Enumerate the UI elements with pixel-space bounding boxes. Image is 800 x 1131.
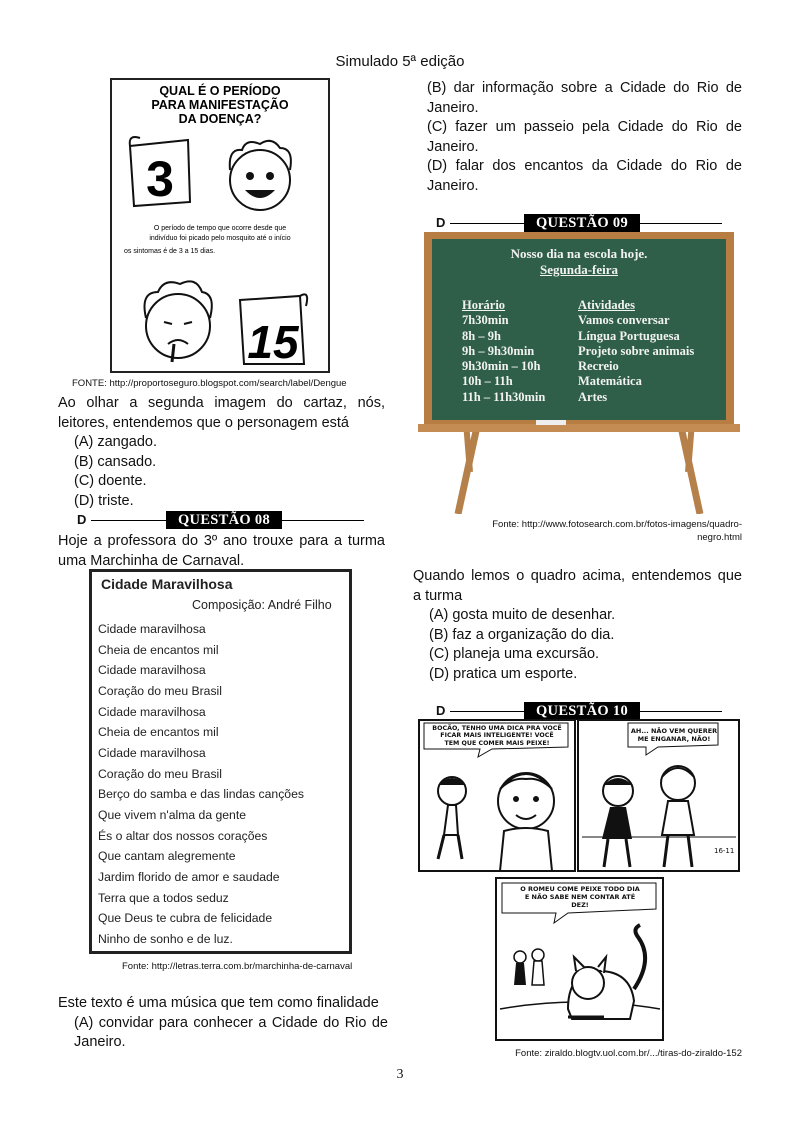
q09-answer: D	[436, 215, 446, 230]
q09-option-c[interactable]: (C) planeja uma excursão.	[429, 646, 600, 662]
q08-stem-line-1: Hoje a professora do 3º ano trouxe para a turma	[58, 533, 385, 549]
song-line: Ninho de sonho e de luz.	[98, 931, 233, 946]
song-line: Que cantam alegremente	[98, 849, 236, 864]
q07-block	[58, 394, 385, 511]
poster-number-15: 15	[247, 316, 299, 368]
q08-header-bar	[77, 510, 364, 530]
q08-stem-line-2: uma Marchinha de Carnaval.	[58, 552, 245, 569]
bubble-1-line-2: FICAR MAIS INTELIGENTE! VOCÊ	[440, 732, 554, 740]
song-line: Cheia de encantos mil	[98, 725, 219, 740]
q09-stem-line-1: Quando lemos o quadro acima, entendemos que	[413, 568, 742, 584]
board-row-activity: Matemática	[578, 374, 642, 389]
board-day: Segunda-feira	[540, 262, 618, 277]
q10-header-bar	[436, 701, 722, 721]
q08-option-d-line-2: Janeiro.	[427, 177, 479, 194]
boy-big-icon	[498, 773, 554, 871]
q09-block	[413, 567, 742, 684]
board-row-time: 11h – 11h30min	[462, 389, 546, 404]
q08-option-a-line-2: Janeiro.	[74, 1034, 126, 1050]
q10-answer: D	[436, 703, 446, 718]
bubble-2-line-1: AH... NÃO VEM QUERER	[630, 727, 718, 735]
board-row	[462, 374, 732, 389]
song-source: Fonte: http://letras.terra.com.br/marchinha-de-carnaval	[122, 961, 353, 972]
song-box	[89, 569, 352, 954]
comic-date: 16-11	[714, 847, 735, 855]
board-row-activity: Projeto sobre animais	[578, 343, 695, 358]
board-row-time: 10h – 11h	[462, 374, 513, 389]
board-row-activity: Língua Portuguesa	[578, 328, 680, 343]
q09-option-d[interactable]: (D) pratica um esporte.	[429, 665, 578, 682]
song-line: Cidade maravilhosa	[98, 622, 206, 636]
bubble-3-line-3: DEZ!	[571, 901, 589, 909]
board-row-time: 8h – 9h	[462, 328, 501, 343]
q08-option-a[interactable]	[58, 1014, 388, 1053]
comic-bubble-1	[426, 725, 568, 747]
song-line: Cidade maravilhosa	[98, 745, 206, 760]
bubble-1-line-3: TEM QUE COMER MAIS PEIXE!	[444, 739, 550, 747]
song-line: Cidade maravilhosa	[98, 663, 206, 678]
poster-title-line-1: QUAL É O PERÍODO	[159, 84, 281, 98]
bubble-1-line-1: BOCÃO, TENHO UMA DICA PRA VOCÊ	[432, 725, 562, 732]
song-lyrics	[98, 619, 304, 950]
q09-label: QUESTÃO 09	[524, 214, 640, 232]
q08-option-d[interactable]	[413, 157, 742, 196]
board-col-time: Horário	[462, 298, 506, 312]
comic-strip	[418, 719, 740, 1045]
q07-stem-line-2: leitores, entendemos que o personagem está	[58, 414, 349, 431]
board-row-activity: Artes	[578, 389, 608, 404]
song-composer: Composição: André Filho	[192, 598, 332, 612]
bubble-2-line-2: ME ENGANAR, NÃO!	[637, 735, 711, 743]
poster-number-3: 3	[146, 151, 174, 207]
board-row-activity: Vamos conversar	[578, 313, 670, 328]
board-heading: Nosso dia na escola hoje.	[510, 246, 648, 261]
q07-option-d[interactable]: (D) triste.	[74, 492, 134, 509]
poster-caption-3: os sintomas é de 3 a 15 dias.	[124, 248, 216, 255]
poster-title-line-3: DA DOENÇA?	[178, 112, 262, 126]
song-line: És o altar dos nossos corações	[98, 828, 268, 843]
bubble-3-line-1: O ROMEU COME PEIXE TODO DIA	[520, 885, 640, 893]
q08-answer: D	[77, 512, 87, 527]
board-row	[462, 313, 732, 328]
board-row-activity: Recreio	[578, 359, 619, 374]
comic-bubble-2	[630, 727, 718, 743]
song-line: Coração do meu Brasil	[98, 766, 222, 781]
q08-question-block	[58, 994, 388, 1053]
song-line: Cheia de encantos mil	[98, 642, 219, 657]
q07-option-b[interactable]: (B) cansado.	[74, 453, 157, 470]
board-col-activity: Atividades	[578, 298, 635, 312]
q09-option-a[interactable]: (A) gosta muito de desenhar.	[429, 607, 616, 623]
poster-source: FONTE: http://proportoseguro.blogspot.com/search/label/Dengue	[72, 378, 347, 389]
board-source	[418, 518, 742, 544]
q09-header-bar	[436, 213, 722, 233]
song-line: Berço do samba e das lindas canções	[98, 787, 304, 802]
q09-option-b[interactable]: (B) faz a organização do dia.	[429, 626, 615, 643]
song-line: Jardim florido de amor e saudade	[98, 869, 280, 884]
q08-option-c-line-2: Janeiro.	[427, 138, 479, 155]
comic-source: Fonte: ziraldo.blogtv.uol.com.br/.../tiras-do-ziraldo-152	[515, 1048, 742, 1059]
bubble-3-line-2: E NÃO SABE NEM CONTAR ATÉ	[524, 893, 636, 901]
q08-option-a-line-1: (A) convidar para conhecer a Cidade do Rio de	[74, 1014, 388, 1031]
q08-options-continued	[413, 79, 742, 196]
board-source-line-2: negro.html	[697, 532, 742, 543]
song-line: Terra que a todos seduz	[98, 890, 229, 905]
q08-option-c-line-1: (C) fazer um passeio pela Cidade do Rio de	[427, 119, 742, 135]
board-row-time: 9h – 9h30min	[462, 343, 535, 358]
poster-caption-1: O período de tempo que ocorre desde que	[153, 225, 287, 232]
page-number: 3	[396, 1067, 404, 1082]
board-row-time: 9h30min – 10h	[462, 359, 541, 374]
q08-option-b-line-1: (B) dar informação sobre a Cidade do Rio de	[427, 80, 742, 96]
board-schedule	[462, 298, 732, 405]
q08-question: Este texto é uma música que tem como finalidade	[58, 995, 379, 1011]
q08-option-b[interactable]	[413, 79, 742, 118]
board-row	[462, 359, 732, 374]
board-source-line-1: Fonte: http://www.fotosearch.com.br/fotos-imagens/quadro-	[492, 519, 742, 530]
page-header: Simulado 5ª edição	[335, 53, 465, 70]
board-row	[462, 344, 732, 359]
comic-bubble-3	[504, 885, 656, 909]
song-line: Que vivem n'alma da gente	[98, 807, 246, 822]
q07-stem-line-1: Ao olhar a segunda imagem do cartaz, nós,	[58, 395, 385, 411]
q08-option-c[interactable]	[413, 118, 742, 157]
q09-stem-line-2: a turma	[413, 587, 463, 604]
calendar-3-icon	[130, 137, 190, 207]
calendar-15-icon	[240, 294, 307, 368]
board-row-time: 7h30min	[462, 313, 509, 328]
poster-caption-2: indivíduo foi picado pelo mosquito até o início	[149, 235, 291, 242]
poster-title-line-2: PARA MANIFESTAÇÃO	[151, 98, 289, 112]
q08-label: QUESTÃO 08	[166, 511, 282, 529]
q07-option-a[interactable]: (A) zangado.	[74, 434, 158, 450]
dengue-poster	[110, 78, 330, 373]
board-row	[462, 390, 732, 405]
q08-stem	[58, 532, 385, 571]
song-line: Que Deus te cubra de felicidade	[98, 911, 273, 926]
q10-label: QUESTÃO 10	[524, 702, 640, 720]
song-title: Cidade Maravilhosa	[101, 576, 233, 592]
chalkboard	[418, 232, 740, 514]
song-line: Coração do meu Brasil	[98, 683, 222, 698]
song-line: Cidade maravilhosa	[98, 704, 206, 719]
q08-option-d-line-1: (D) falar dos encantos da Cidade do Rio de	[427, 158, 742, 174]
board-row	[462, 329, 732, 344]
q08-option-b-line-2: Janeiro.	[427, 99, 479, 116]
q07-option-c[interactable]: (C) doente.	[74, 473, 147, 489]
